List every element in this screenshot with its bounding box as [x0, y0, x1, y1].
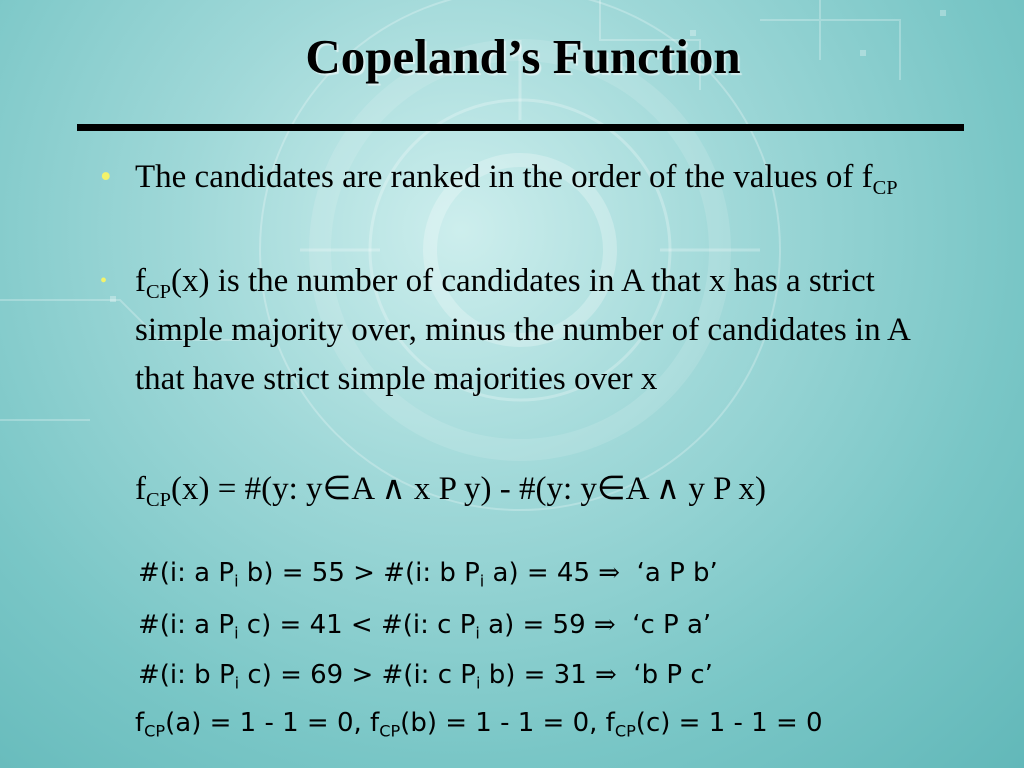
function-symbol: f — [135, 263, 146, 299]
comparison-text: b) = 55 > #(i: b P — [238, 558, 480, 588]
comparison-text: a) = 45 — [484, 558, 591, 588]
comparison-result: ‘a P b’ — [636, 558, 718, 588]
comparison-a-b — [138, 555, 718, 591]
subscript-cp: CP — [146, 489, 171, 512]
implies-arrow-icon: ⇒ — [595, 660, 617, 690]
comparison-text: #(i: a P — [138, 558, 235, 588]
score-c: (c) = 1 - 1 = 0 — [635, 708, 823, 738]
implies-arrow-icon: ⇒ — [598, 558, 621, 588]
subscript-cp: CP — [872, 177, 898, 200]
subscript-i: i — [475, 673, 481, 693]
bullet-icon: • — [100, 270, 108, 292]
subscript-i: i — [475, 623, 480, 643]
bullet-body: The candidates are ranked in the order of the values of f — [135, 159, 873, 195]
function-symbol: f — [605, 708, 615, 738]
comparison-text: c) = 41 < #(i: c P — [238, 610, 476, 640]
comparison-result: ‘b P c’ — [633, 660, 713, 690]
bullet-text — [135, 153, 965, 202]
subscript-cp: CP — [614, 721, 636, 741]
slide-title: Copeland’s Function — [305, 29, 741, 84]
subscript-i: i — [234, 623, 239, 643]
comparison-text: #(i: b P — [138, 660, 235, 690]
function-symbol: f — [135, 471, 146, 507]
score-a: (a) = 1 - 1 = 0, — [165, 708, 371, 738]
bullet-body: (x) is the number of candidates in A that x has a strict simple majority over, minus the number of candidates in A that have strict simple majorities over x — [135, 263, 910, 397]
formula-body: (x) = #(y: y∈A ∧ x P y) - #(y: y∈A ∧ y P x) — [171, 471, 766, 507]
copeland-scores — [135, 705, 823, 741]
comparison-result: ‘c P a’ — [632, 610, 712, 640]
comparison-text: #(i: a P — [138, 610, 235, 640]
subscript-i: i — [234, 673, 240, 693]
comparison-text: c) = 69 > #(i: c P — [239, 660, 476, 690]
title-divider — [77, 124, 964, 131]
subscript-cp: CP — [146, 281, 171, 304]
comparison-a-c — [138, 607, 711, 643]
implies-arrow-icon: ⇒ — [593, 610, 616, 640]
subscript-cp: CP — [379, 721, 401, 741]
function-symbol: f — [370, 708, 380, 738]
subscript-i: i — [479, 571, 485, 591]
subscript-cp: CP — [144, 721, 166, 741]
subscript-i: i — [234, 571, 239, 591]
copeland-formula — [135, 465, 766, 514]
function-symbol: f — [135, 708, 145, 738]
bullet-text — [135, 257, 965, 404]
comparison-text: b) = 31 — [480, 660, 587, 690]
comparison-text: a) = 59 — [479, 610, 586, 640]
score-b: (b) = 1 - 1 = 0, — [400, 708, 606, 738]
bullet-icon: • — [100, 159, 112, 195]
comparison-b-c — [138, 657, 713, 693]
